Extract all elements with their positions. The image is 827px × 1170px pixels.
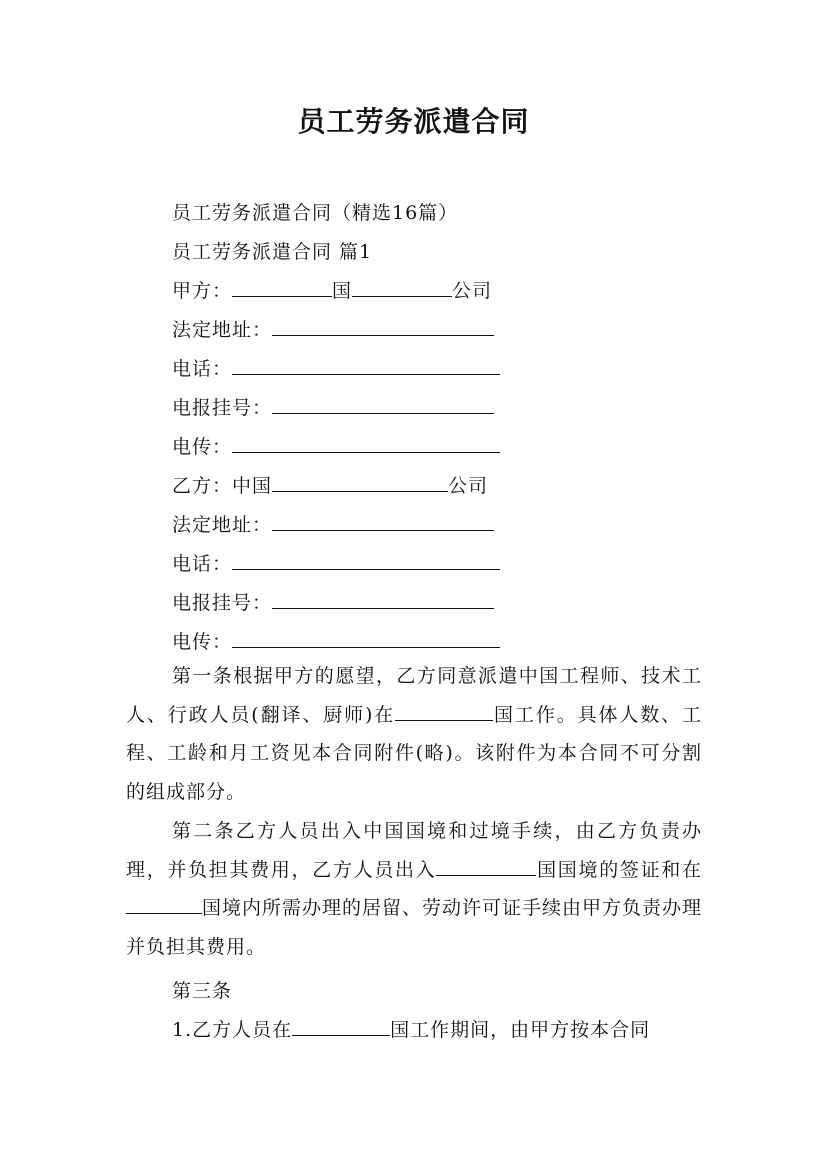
party-b-address-line xyxy=(172,510,494,537)
document-title: 员工劳务派遣合同 xyxy=(297,105,530,138)
party-b-label: 乙方：中国 xyxy=(172,475,273,497)
article-3-country-blank[interactable] xyxy=(292,1017,390,1036)
party-a-fax-label: 电传： xyxy=(172,436,233,458)
article-1-text-b: 国工作。具体人数、工程、工龄和月工资见本合同附件(略)。该附件为本合同不可分割的组成部分。 xyxy=(126,703,702,804)
party-b-fax-label: 电传： xyxy=(172,631,233,653)
article-1-paragraph xyxy=(126,657,702,812)
party-a-phone-blank[interactable] xyxy=(232,356,500,375)
party-a-phone-label: 电话： xyxy=(172,358,233,380)
party-b-cable-line xyxy=(172,588,494,615)
article-2-country-blank-1[interactable] xyxy=(436,857,536,876)
party-a-line xyxy=(172,276,492,303)
article-2-text-b: 国国境的签证和在 xyxy=(536,858,702,881)
party-a-cable-label: 电报挂号： xyxy=(172,397,273,419)
party-a-address-label: 法定地址： xyxy=(172,319,273,341)
party-a-fax-line xyxy=(172,432,500,459)
party-b-phone-blank[interactable] xyxy=(232,551,500,570)
party-a-cable-line xyxy=(172,393,494,420)
article-2-text-a: 第二条乙方人员出入中国国境和过境手续，由乙方负责办理，并负担其费用，乙方人员出入 xyxy=(126,820,702,881)
article-2-paragraph xyxy=(126,812,702,967)
party-b-cable-blank[interactable] xyxy=(272,590,494,609)
party-a-label: 甲方： xyxy=(172,280,233,302)
party-b-company-suffix: 公司 xyxy=(448,475,489,497)
article-2-text-c: 国境内所需办理的居留、劳动许可证手续由甲方负责办理并负担其费用。 xyxy=(126,897,703,959)
party-a-address-blank[interactable] xyxy=(272,317,494,336)
party-b-fax-line xyxy=(172,627,500,654)
party-a-cable-blank[interactable] xyxy=(272,395,494,414)
party-b-address-blank[interactable] xyxy=(272,512,494,531)
party-b-phone-label: 电话： xyxy=(172,553,233,575)
article-2-country-blank-2[interactable] xyxy=(126,895,202,914)
party-a-company-suffix: 公司 xyxy=(452,280,493,302)
party-a-address-line xyxy=(172,315,494,342)
article-3-heading: 第三条 xyxy=(172,980,233,1002)
article-1-text-a: 第一条根据甲方的愿望，乙方同意派遣中国工程师、技术工人、行政人员(翻译、厨师)在 xyxy=(126,665,702,726)
party-a-company-blank[interactable] xyxy=(352,278,452,297)
party-b-fax-blank[interactable] xyxy=(232,629,500,648)
party-b-address-label: 法定地址： xyxy=(172,514,273,536)
party-a-country-suffix: 国 xyxy=(332,280,353,302)
party-b-line xyxy=(172,471,488,498)
party-a-country-blank[interactable] xyxy=(232,278,332,297)
party-b-company-blank[interactable] xyxy=(272,473,448,492)
document-subtitle: 员工劳务派遣合同（精选16篇） xyxy=(172,202,459,224)
article-3-item-1-text-b: 国工作期间，由甲方按本合同 xyxy=(390,1019,651,1041)
article-3-item-1 xyxy=(172,1015,650,1042)
article-1-country-blank[interactable] xyxy=(395,702,493,721)
party-b-phone-line xyxy=(172,549,500,576)
party-a-phone-line xyxy=(172,354,500,381)
party-b-cable-label: 电报挂号： xyxy=(172,592,273,614)
article-3-item-1-text-a: 1.乙方人员在 xyxy=(172,1019,293,1041)
section-heading: 员工劳务派遣合同 篇1 xyxy=(172,241,373,263)
party-a-fax-blank[interactable] xyxy=(232,434,500,453)
